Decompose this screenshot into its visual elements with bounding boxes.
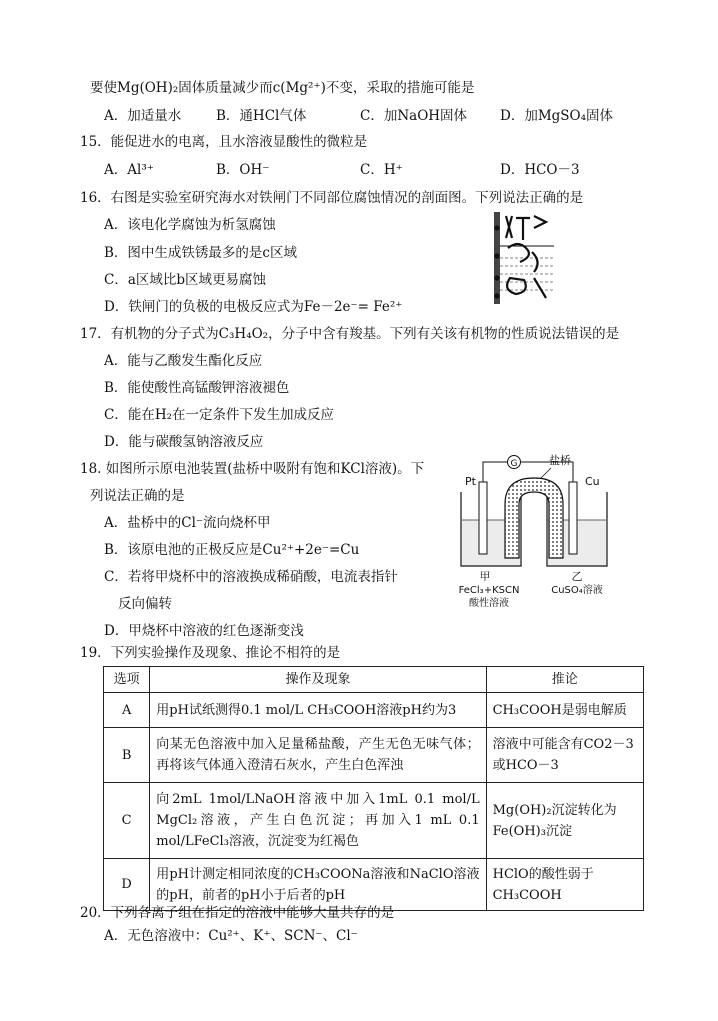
header-inference: 推论 [486, 667, 643, 693]
right-solution-label: CuSO₄溶液 [551, 585, 603, 596]
row-operation: 向2mL 1mol/LNaOH溶液中加入1mL 0.1 mol/L MgCl₂溶液，产生白色沉淀；再加入1 mL 0.1 mol/LFeCl₃溶液，沉淀变为红褐色 [150, 783, 486, 859]
left-solution-label-2: 酸性溶液 [469, 598, 509, 609]
table-row [104, 693, 644, 728]
option-a: A．加适量水 [104, 108, 182, 124]
option-c-cont: 反向偏转 [118, 596, 172, 612]
option-d: D．HCO－3 [500, 162, 580, 178]
question-17-stem: 17．有机物的分子式为C₃H₄O₂，分子中含有羧基。下列有关该有机物的性质说法错误的是 [80, 326, 620, 342]
option-d: D．铁闸门的负极的电极反应式为Fe－2e⁻= Fe²⁺ [104, 299, 403, 315]
table-row [104, 728, 644, 783]
table-header-row [104, 667, 644, 693]
header-operation: 操作及现象 [150, 667, 486, 693]
beaker-right-label: 乙 [571, 570, 583, 583]
galvanometer-label: G [510, 459, 518, 469]
salt-bridge [505, 478, 563, 558]
option-d: D．能与碳酸氢钠溶液反应 [104, 434, 264, 450]
left-solution-label: FeCl₃+KSCN [458, 585, 520, 596]
cu-electrode [569, 482, 577, 554]
iron-gate-figure [490, 208, 560, 308]
question-20-stem: 20．下列各离子组在指定的溶液中能够大量共存的是 [80, 905, 395, 921]
option-c: C．加NaOH固体 [360, 108, 468, 124]
table-row [104, 783, 644, 859]
garbled-label-mark [506, 216, 546, 240]
pt-electrode-label: Pt [465, 475, 476, 488]
salt-bridge-label: 盐桥 [549, 454, 571, 467]
question-18-stem-cont: 列说法正确的是 [90, 488, 185, 504]
option-d: D．甲烧杯中溶液的红色逐渐变浅 [104, 623, 304, 639]
option-b: B．该原电池的正极反应是Cu²⁺+2e⁻=Cu [104, 542, 360, 558]
row-operation: 用pH计测定相同浓度的CH₃COONa溶液和NaClO溶液的pH，前者的pH小于后者的pH [150, 859, 486, 911]
option-a: A．盐桥中的Cl⁻流向烧杯甲 [104, 515, 271, 531]
galvanic-cell-figure [455, 448, 625, 610]
row-operation: 向某无色溶液中加入足量稀盐酸，产生无色无味气体；再将该气体通入澄清石灰水，产生白色浑浊 [150, 728, 486, 783]
option-d: D．加MgSO₄固体 [500, 108, 614, 124]
row-option: A [104, 693, 150, 728]
question-19-stem: 19．下列实验操作及现象、推论不相符的是 [80, 645, 341, 661]
row-inference: CH₃COOH是弱电解质 [486, 693, 643, 728]
beaker-left-label: 甲 [479, 570, 491, 583]
row-operation: 用pH试纸测得0.1 mol/L CH₃COOH溶液pH约为3 [150, 693, 486, 728]
row-inference: 溶液中可能含有CO2－3或HCO－3 [486, 728, 643, 783]
row-option: D [104, 859, 150, 911]
option-a: A．Al³⁺ [104, 162, 154, 178]
region-marker [494, 253, 499, 258]
option-c: C．若将甲烧杯中的溶液换成稀硝酸，电流表指针 [104, 569, 398, 585]
region-marker [494, 293, 499, 298]
option-b: B．图中生成铁锈最多的是c区域 [104, 245, 297, 261]
row-option: B [104, 728, 150, 783]
option-b: B．OH⁻ [216, 162, 270, 178]
wire [483, 462, 507, 482]
option-a: A．能与乙酸发生酯化反应 [104, 353, 263, 369]
option-b: B．通HCl气体 [216, 108, 307, 124]
region-marker [494, 225, 499, 230]
option-c: C．能在H₂在一定条件下发生加成反应 [104, 407, 335, 423]
row-option: C [104, 783, 150, 859]
option-c: C．a区域比b区域更易腐蚀 [104, 272, 267, 288]
header-option: 选项 [104, 667, 150, 693]
option-b: B．能使酸性高锰酸钾溶液褪色 [104, 380, 290, 396]
option-a: A．无色溶液中：Cu²⁺、K⁺、SCN⁻、Cl⁻ [104, 928, 358, 944]
region-marker [494, 275, 499, 280]
question-15-stem: 15．能促进水的电离，且水溶液显酸性的微粒是 [80, 134, 368, 150]
row-inference: HClO的酸性弱于CH₃COOH [486, 859, 643, 911]
option-a: A．该电化学腐蚀为析氢腐蚀 [104, 217, 276, 233]
row-inference: Mg(OH)₂沉淀转化为Fe(OH)₃沉淀 [486, 783, 643, 859]
question-18-stem: 18. 如图所示原电池装置(盐桥中吸附有饱和KCl溶液)。下 [80, 461, 425, 477]
question-16-stem: 16．右图是实验室研究海水对铁闸门不同部位腐蚀情况的剖面图。下列说法正确的是 [80, 190, 584, 206]
option-c: C．H⁺ [360, 162, 403, 178]
experiment-table [103, 666, 644, 911]
cu-electrode-label: Cu [585, 475, 600, 488]
pt-electrode [479, 482, 487, 554]
question-stem: 要使Mg(OH)₂固体质量减少而c(Mg²⁺)不变，采取的措施可能是 [90, 80, 475, 96]
